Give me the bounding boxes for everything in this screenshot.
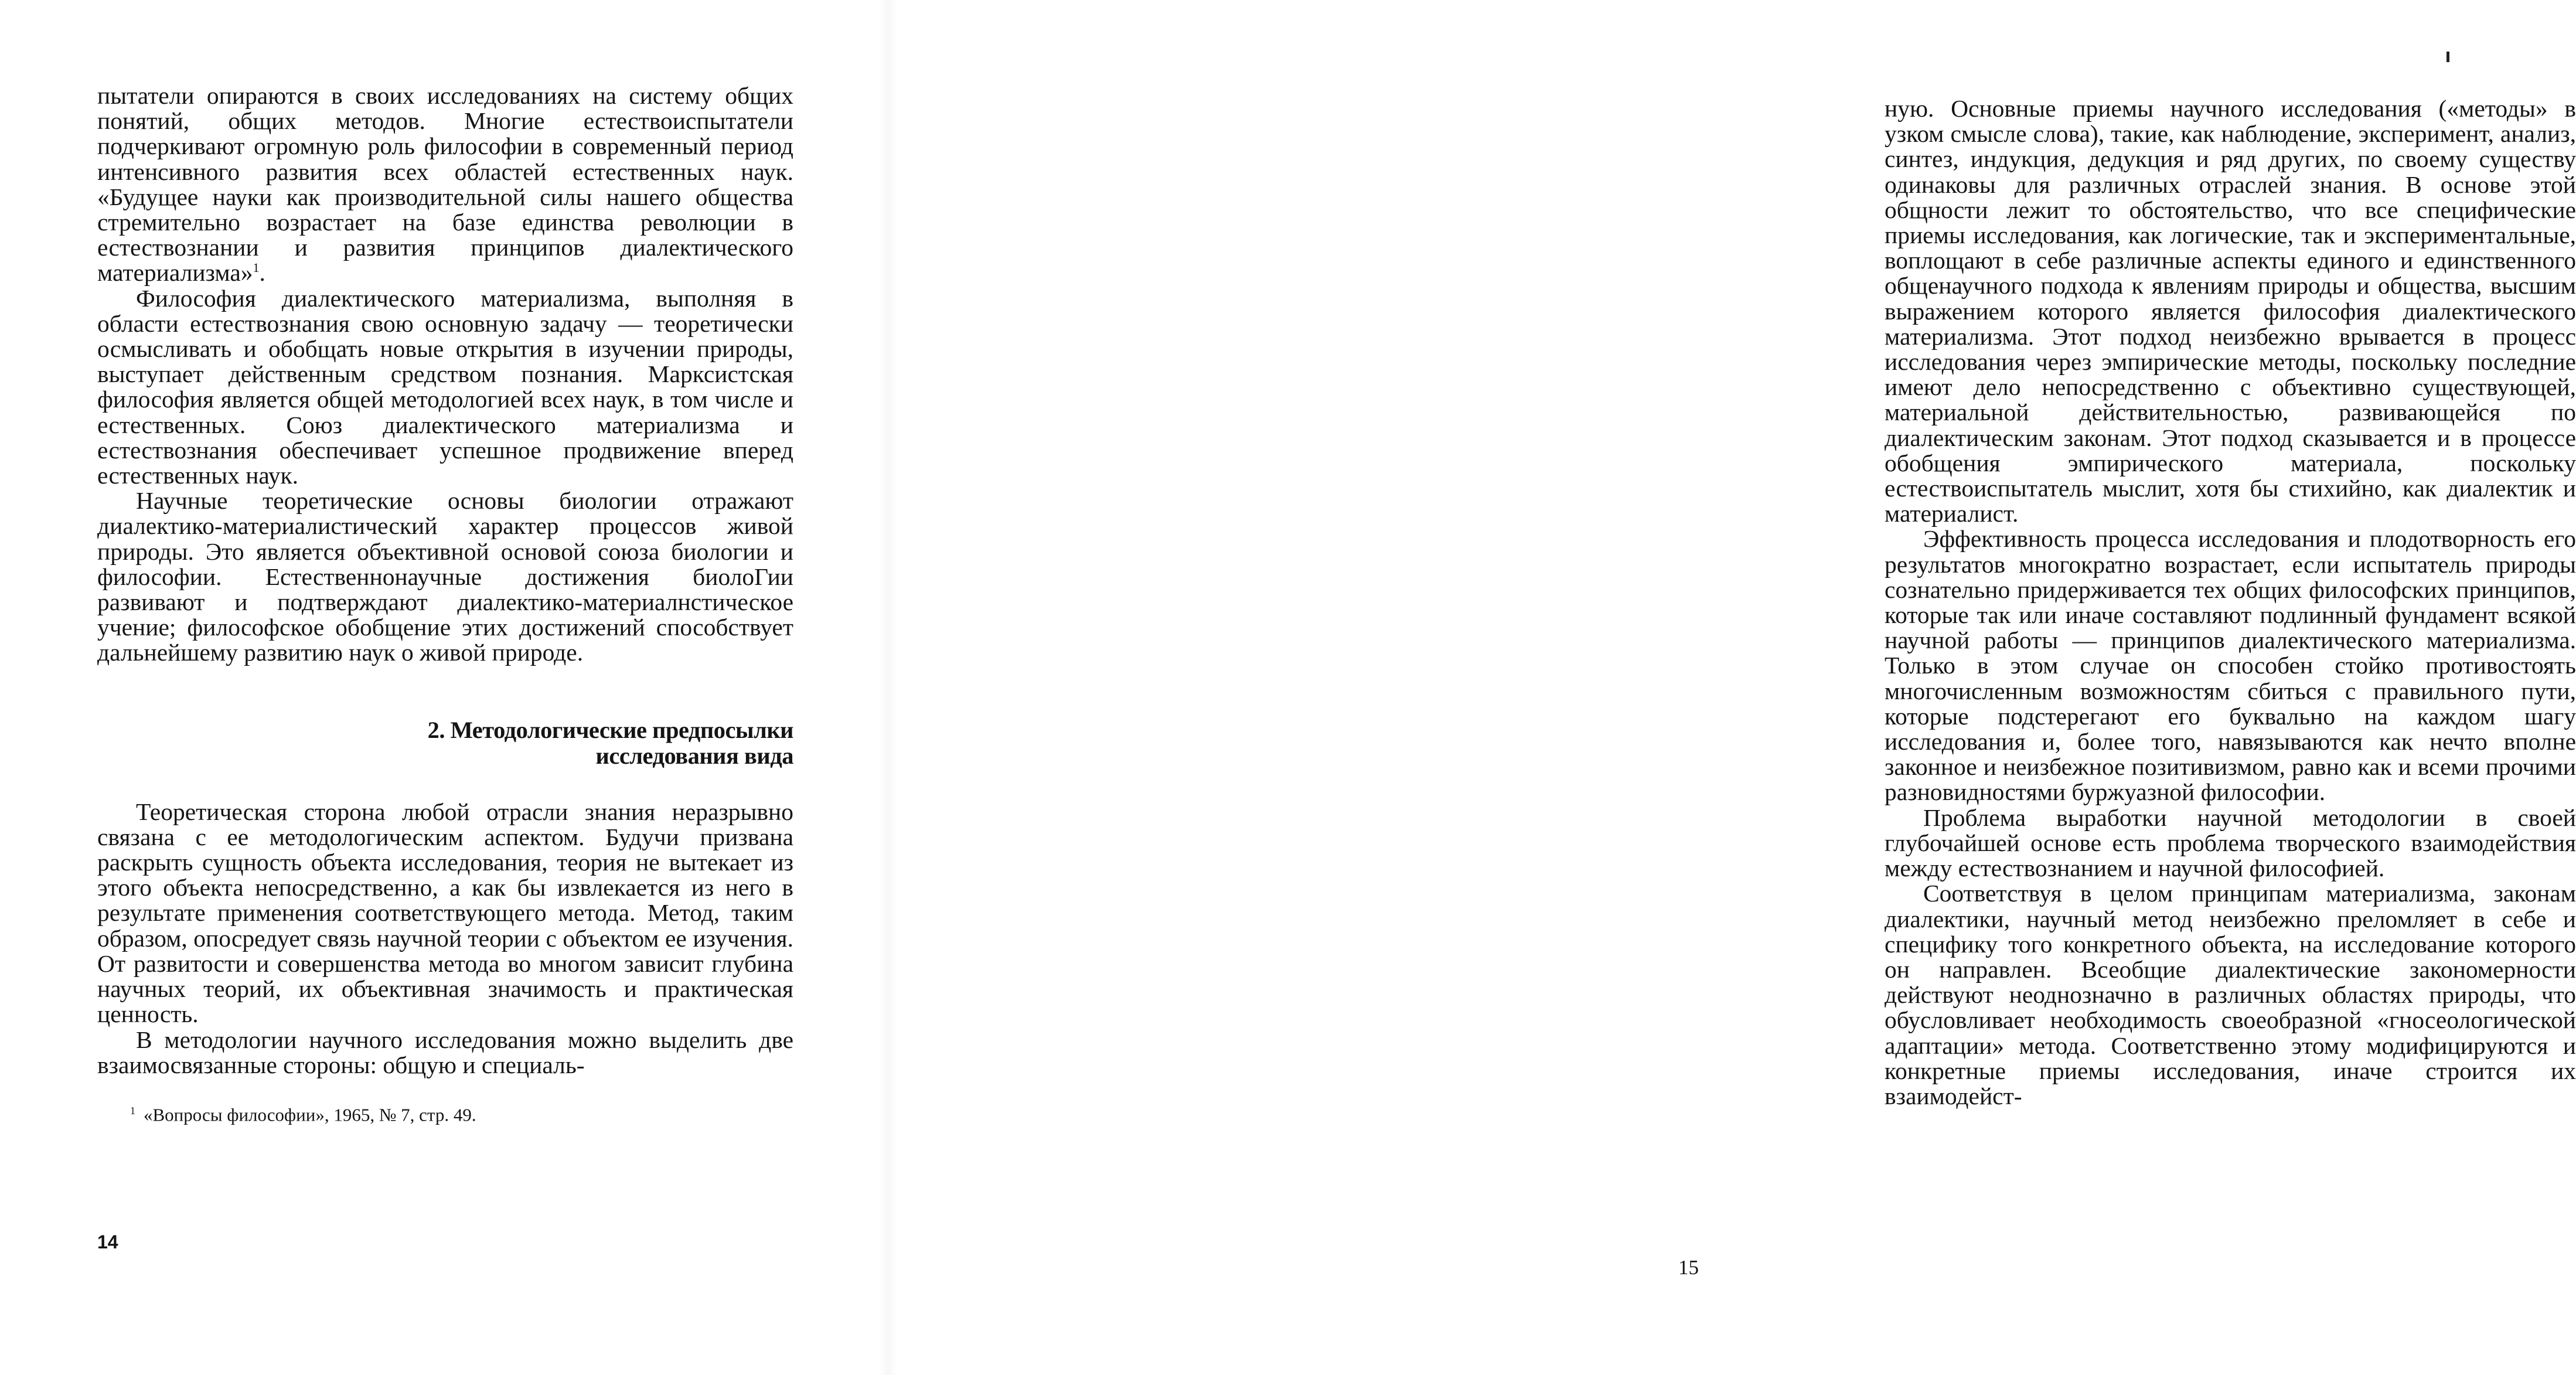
paragraph: Научные теоретические основы биологии отражают диалектико-материалистический характер процессов живой природы. Это является объективной основой союза биологии и философии. Естественнонаучные достижения биолоГии развивают и подтверждают диалектико-материалнстическое учение; философское обобщение этих достижений способствует дальнейшему развитию наук о живой природе. [97,487,793,666]
paragraph: Соответствуя в целом принципам материализма, законам диалектики, научный метод неизбежно преломляет в себе и специфику того конкретного объекта, на исследование которого он направлен. Всеобщие диалектические закономерности действуют неоднозначно в различных областях природы, что обусловливает необходимость своеобразной «гносеологической адаптации» метода. Соответственно этому модифицируются и конкретные приемы исследования, иначе строится их взаимодейст- [1885,880,2576,1109]
left-page [0,0,888,1375]
page-number: 15 [1678,1256,1699,1279]
footnote [97,1099,793,1126]
paragraph: пытатели опираются в своих исследованиях на систему общих понятий, общих методов. Многие естествоиспытатели подчеркивают огромную роль философии в современный период интенсивного развития всех областей естественных наук. «Будущее науки как производительной силы нашего общества стремительно возрастает на базе единства революции в естествознании и развития принципов диалектического материализма»$^1$. [97,82,793,287]
footnote-text: «Вопросы философии», 1965, № 7, стр. 49. [144,1104,476,1125]
right-text-column [1885,96,2576,1109]
paragraph: ную. Основные приемы научного исследования («методы» в узком смысле слова), такие, как наблюдение, эксперимент, анализ, синтез, индукция, дедукция и ряд других, по своему существу одинаковы для различных отраслей знания. В основе этой общности лежит то обстоятельство, что все специфические приемы исследования, как логические, так и экспериментальные, воплощают в себе различные аспекты единого и единственного общенаучного подхода к явлениям природы и общества, высшим выражением которого является философия диалектического материализма. Этот подход неизбежно врывается в процесс исследования через эмпирические методы, поскольку последние имеют дело непосредственно с объективно существующей, материальной действительностью, развивающейся по диалектическим законам. Этот подход сказывается и в процессе обобщения эмпирического материала, поскольку естествоиспытатель мыслит, хотя бы стихийно, как диалектик и материалист. [1885,95,2576,527]
right-page [888,0,2576,1375]
section-heading-line: 2. Методологические предпосылки [427,716,793,743]
paragraph: В методологии научного исследования можно выделить две взаимосвязанные стороны: общую и специаль- [97,1026,793,1078]
footnote-mark: 1 [130,1104,135,1117]
paragraph: Философия диалектического материализма, выполняя в области естествознания свою основную задачу — теоретически осмысливать и обобщать новые открытия в изучении природы, выступает действенным средством познания. Марксистская философия является общей методологией всех наук, в том числе и естественных. Союз диалектического материализма и естествознания обеспечивает успешное продвижение вперед естественных наук. [97,284,793,489]
left-text-column [97,83,793,1126]
page-number: 14 [97,1231,118,1253]
section-heading [97,717,793,769]
paragraph: Проблема выработки научной методологии в своей глубочайшей основе есть проблема творческого взаимодействия между естествознанием и научной философией. [1885,804,2576,882]
print-mark [2446,52,2449,62]
footnote-reference: 1 [253,260,260,275]
section-heading-line: исследования вида [595,742,793,769]
paragraph: Теоретическая сторона любой отрасли знания неразрывно связана с ее методологическим аспектом. Будучи призвана раскрыть сущность объекта исследования, теория не вытекает из этого объекта непосредственно, а как бы извлекается из него в результате применения соответствующего метода. Метод, таким образом, опосредует связь научной теории с объектом ее изучения. От развитости и совершенства метода во многом зависит глубина научных теорий, их объективная значимость и практическая ценность. [97,798,793,1028]
paragraph: Эффективность процесса исследования и плодотворность его результатов многократно возрастает, если испытатель природы сознательно придерживается тех общих философских принципов, которые так или иначе составляют подлинный фундамент всякой научной работы — принципов диалектического материализма. Только в этом случае он способен стойко противостоять многочисленным возможностям сбиться с правильного пути, которые подстерегают его буквально на каждом шагу исследования и, более того, навязываются как нечто вполне законное и неизбежное позитивизмом, равно как и всеми прочими разновидностями буржуазной философии. [1885,525,2576,806]
